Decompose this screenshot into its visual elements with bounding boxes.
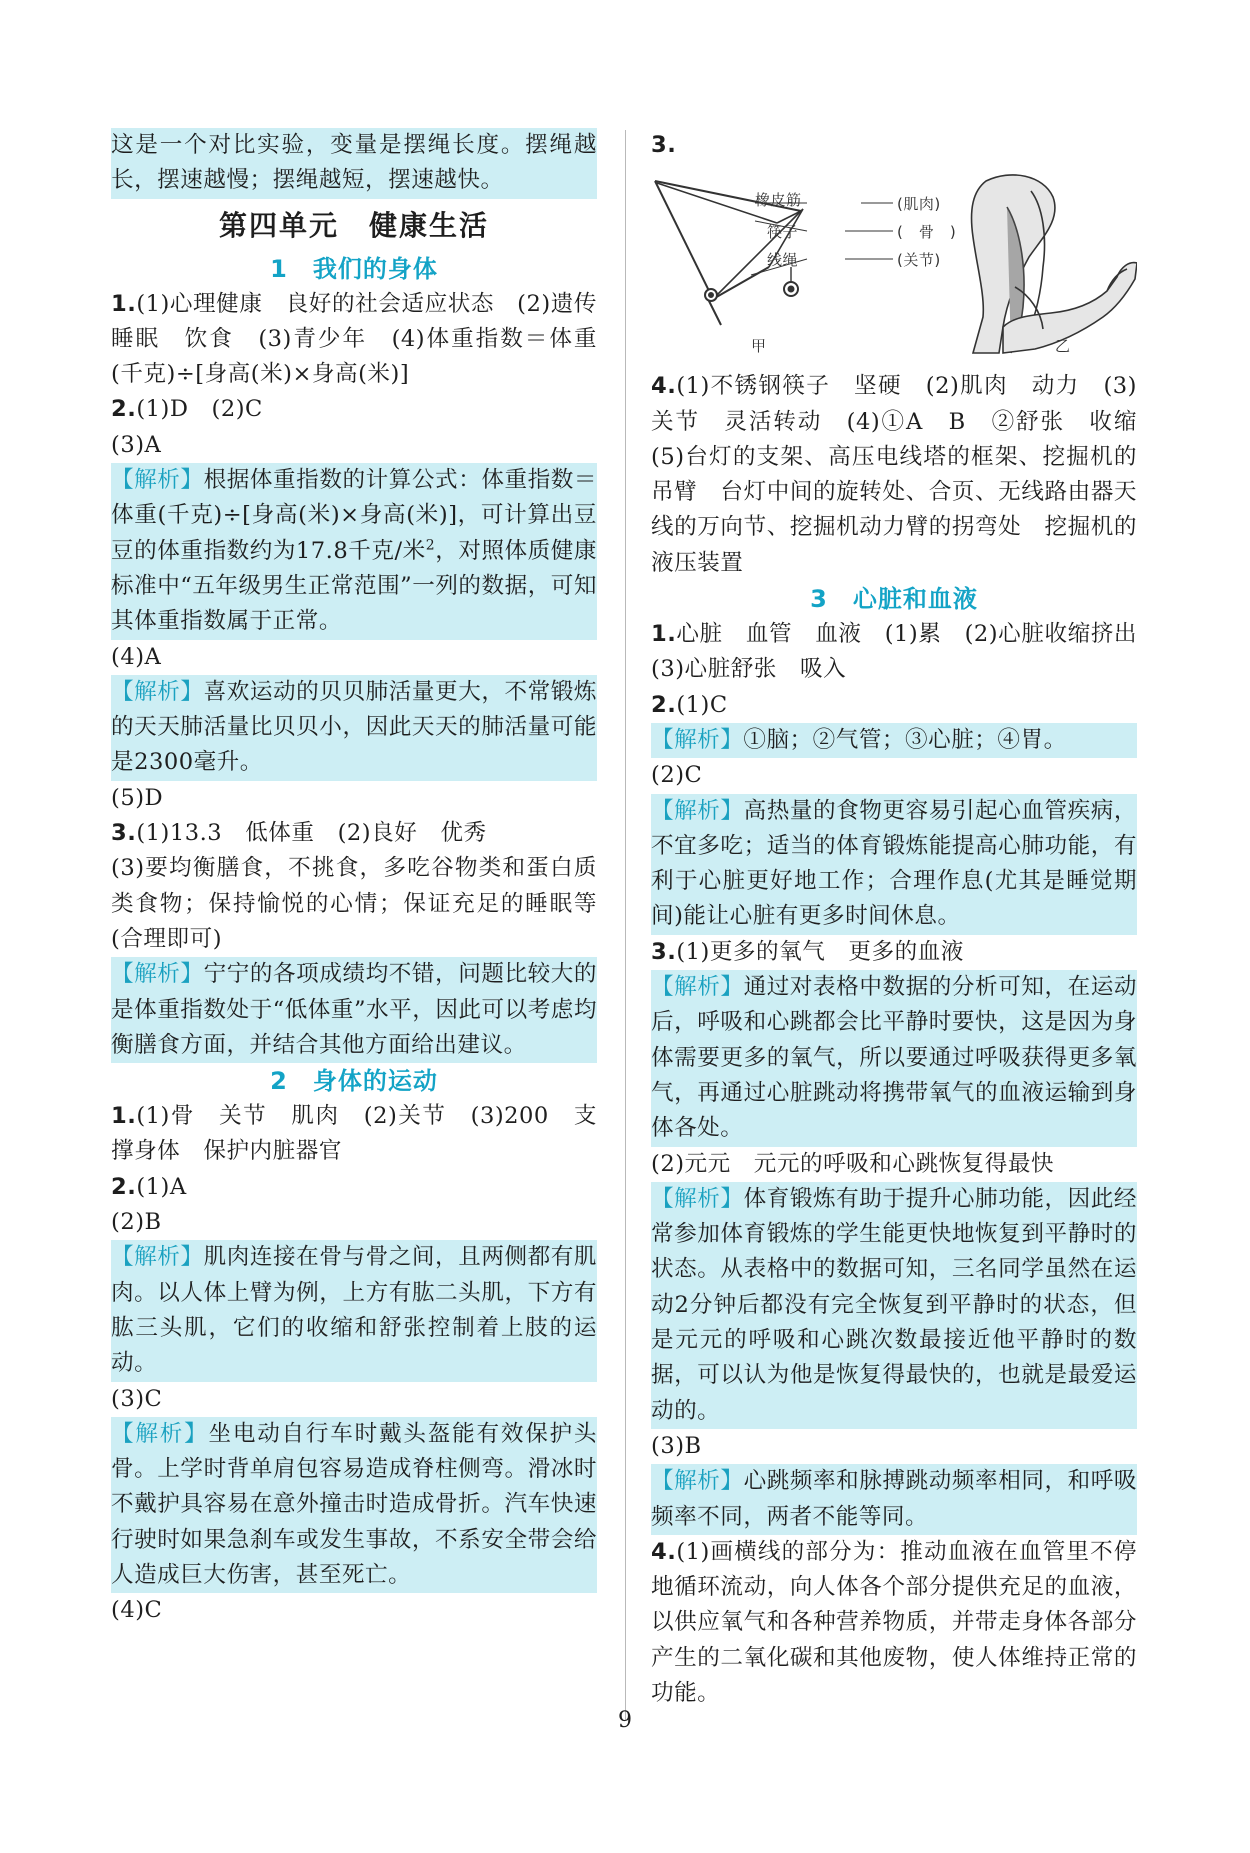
explanation-text: ①脑；②气管；③心脏；④胃。 xyxy=(743,726,1067,753)
answer-2a xyxy=(651,688,1137,723)
pendulum-conclusion: 这是一个对比实验，变量是摆绳长度。摆绳越长，摆速越慢；摆绳越短，摆速越快。 xyxy=(111,128,597,199)
explanation-tag: 【解析】 xyxy=(111,678,204,705)
explanation-text: 高热量的食物更容易引起心血管疾病，不宜多吃；适当的体育锻炼能提高心肺功能，有利于心脏更好地工作；合理作息(尤其是睡觉期间)能让心脏有更多时间休息。 xyxy=(651,797,1138,930)
question-number: 1. xyxy=(111,1103,137,1130)
explanation-tag: 【解析】 xyxy=(111,1244,204,1271)
explanation-block xyxy=(111,675,597,781)
explanation-block xyxy=(651,1464,1137,1535)
answer-muscle: (肌肉) xyxy=(897,195,941,214)
answer-4 xyxy=(651,369,1161,581)
lesson-title-1: 1 我们的身体 xyxy=(270,254,438,283)
answer-text: 心脏 血管 血液 (1)累 (2)心脏收缩挤出 (3)心脏舒张 吸入 xyxy=(651,621,1161,683)
answer-2-5: (5)D xyxy=(111,784,164,811)
right-column xyxy=(651,128,1161,1711)
arm-illustration xyxy=(972,175,1137,356)
answer-text: (1)心理健康 良好的社会适应状态 (2)遗传 睡眠 饮食 (3)青少年 (4)体重指数＝体重(千克)÷[身高(米)×身高(米)] xyxy=(111,290,621,388)
answer-2a xyxy=(111,392,597,427)
explanation-block xyxy=(111,1240,597,1381)
explanation-tag: 【解析】 xyxy=(651,1185,744,1212)
left-column xyxy=(111,128,621,1629)
answer-bone-text: 骨 xyxy=(918,223,935,242)
question-number: 2. xyxy=(651,691,677,718)
answer-joint: (关节) xyxy=(897,251,941,270)
answer-2a xyxy=(111,1170,597,1205)
question-number: 1. xyxy=(111,290,137,317)
question-number: 3. xyxy=(651,938,677,965)
answer-1 xyxy=(651,617,1161,688)
answer-bone: ( 骨 ) xyxy=(897,223,957,242)
unit-title: 第四单元 健康生活 xyxy=(218,208,489,242)
answer-2d: (4)C xyxy=(111,1597,163,1624)
explanation-block xyxy=(651,1182,1137,1429)
superscript: 2 xyxy=(425,537,436,554)
explanation-text: 心跳频率和脉搏跳动频率相同，和呼吸频率不同，两者不能等同。 xyxy=(651,1468,1138,1530)
answer-text: (1)D (2)C xyxy=(136,396,263,423)
explanation-tag: 【解析】 xyxy=(651,974,744,1001)
page-number: 9 xyxy=(618,1708,632,1733)
arm-model-figure xyxy=(651,167,1137,365)
answer-text: (1)C xyxy=(676,691,728,718)
answer-4 xyxy=(651,1535,1137,1711)
answer-1 xyxy=(111,1099,597,1170)
explanation-text: 宁宁的各项成绩均不错，问题比较大的是体重指数处于“低体重”水平，因此可以考虑均衡膳食方面，并结合其他方面给出建议。 xyxy=(111,961,598,1058)
answer-3b: (2)元元 元元的呼吸和心跳恢复得最快 xyxy=(651,1150,1055,1177)
question-number: 4. xyxy=(651,1538,677,1565)
answer-text: (1)画横线的部分为：推动血液在血管里不停地循环流动，向人体各个部分提供充足的血液，以供应氧气和各种营养物质，并带走身体各部分产生的二氧化碳和其他废物，使人体维持正常的功能。 xyxy=(651,1538,1137,1706)
answer-2-3: (3)A xyxy=(111,431,162,458)
explanation-text: 肌肉连接在骨与骨之间，且两侧都有肌肉。以人体上臂为例，上方有肱二头肌，下方有肱三头肌，它们的收缩和舒张控制着上肢的运动。 xyxy=(111,1244,598,1377)
answer-text: (1)更多的氧气 更多的血液 xyxy=(676,938,964,965)
question-number: 3. xyxy=(651,132,677,158)
answer-2-4: (4)A xyxy=(111,643,162,670)
lesson-title-3: 3 心脏和血液 xyxy=(810,585,978,614)
lesson-title-2: 2 身体的运动 xyxy=(270,1067,438,1096)
answer-2c: (3)C xyxy=(111,1385,163,1412)
explanation-tag: 【解析】 xyxy=(111,467,204,494)
explanation-block xyxy=(111,957,597,1063)
explanation-text: 坐电动自行车时戴头盔能有效保护头骨。上学时背单肩包容易造成脊柱侧弯。滑冰时不戴护具容易在意外撞击时造成骨折。汽车快速行驶时如果急刹车或发生事故，不系安全带会给人造成巨大伤害，甚至死亡。 xyxy=(111,1420,598,1588)
explanation-tag: 【解析】 xyxy=(111,1420,209,1447)
answer-3-heading xyxy=(651,128,1137,163)
answer-3a xyxy=(651,935,1137,970)
label-rubber-band: 橡皮筋 xyxy=(755,191,802,210)
answer-1 xyxy=(111,287,621,393)
explanation-block xyxy=(651,723,1137,758)
explanation-block xyxy=(111,463,597,639)
arm-model-diagram xyxy=(651,167,1137,365)
explanation-block xyxy=(651,970,1137,1146)
explanation-block xyxy=(111,1417,597,1593)
question-number: 2. xyxy=(111,396,137,423)
explanation-tag: 【解析】 xyxy=(651,1468,744,1495)
explanation-text: 体育锻炼有助于提升心肺功能，因此经常参加体育锻炼的学生能更快地恢复到平静时的状态。从表格中的数据可知，三名同学虽然在运动2分钟后都没有完全恢复到平静时的状态，但是元元的呼吸和心跳次数最接近他平静时的数据，可以认为他是恢复得最快的，也就是最爱运动的。 xyxy=(651,1185,1138,1424)
column-divider xyxy=(625,130,626,1720)
explanation-tag: 【解析】 xyxy=(651,726,744,753)
explanation-tag: 【解析】 xyxy=(651,797,744,824)
question-number: 4. xyxy=(651,373,677,400)
answer-2b: (2)C xyxy=(651,762,703,789)
answer-text: (1)13.3 低体重 (2)良好 优秀 xyxy=(136,820,487,847)
question-number: 1. xyxy=(651,621,677,648)
explanation-tag: 【解析】 xyxy=(111,961,204,988)
label-chopsticks: 筷子 xyxy=(767,223,799,242)
answer-text: (1)骨 关节 肌肉 (2)关节 (3)200 支撑身体 保护内脏器官 xyxy=(111,1103,597,1165)
caption-jia: 甲 xyxy=(751,337,767,356)
answer-3c: (3)B xyxy=(651,1432,702,1459)
explanation-text: 喜欢运动的贝贝肺活量更大，不常锻炼的天天肺活量比贝贝小，因此天天的肺活量可能是2300毫升。 xyxy=(111,678,598,776)
label-string: 线绳 xyxy=(767,251,799,270)
answer-muscle-text: 肌肉 xyxy=(903,195,935,214)
explanation-text: 通过对表格中数据的分析可知，在运动后，呼吸和心跳都会比平静时要快，这是因为身体需要更多的氧气，所以要通过呼吸获得更多氧气，再通过心脏跳动将携带氧气的血液运输到身体各处。 xyxy=(651,974,1138,1142)
question-number: 2. xyxy=(111,1173,137,1200)
question-number: 3. xyxy=(111,820,137,847)
explanation-block xyxy=(651,794,1137,935)
answer-joint-text: 关节 xyxy=(903,251,935,270)
answer-3a xyxy=(111,816,597,851)
answer-text: (1)A xyxy=(136,1173,187,1200)
caption-yi: 乙 xyxy=(1055,337,1071,356)
answer-2b: (2)B xyxy=(111,1209,162,1236)
answer-3b: (3)要均衡膳食，不挑食，多吃谷物类和蛋白质类食物；保持愉悦的心情；保证充足的睡眠等(合理即可) xyxy=(111,855,597,952)
explanation-text: 根据体重指数的计算公式：体重指数＝体重(千克)÷[身高(米)×身高(米)]，可计算出豆豆的体重指数约为17.8千克/米 xyxy=(111,467,598,564)
explanation-text-tail: ，对照体质健康标准中“五年级男生正常范围”一列的数据，可知其体重指数属于正常。 xyxy=(111,537,598,635)
answer-text: (1)不锈钢筷子 坚硬 (2)肌肉 动力 (3)关节 灵活转动 (4)①A B ②舒张 收缩 (5)台灯的支架、高压电线塔的框架、挖掘机的吊臂 台灯中间的旋转处、合页、无线路由器天线的万向节、挖掘机动力臂的拐弯处 挖掘机的液压装置 xyxy=(651,373,1161,576)
